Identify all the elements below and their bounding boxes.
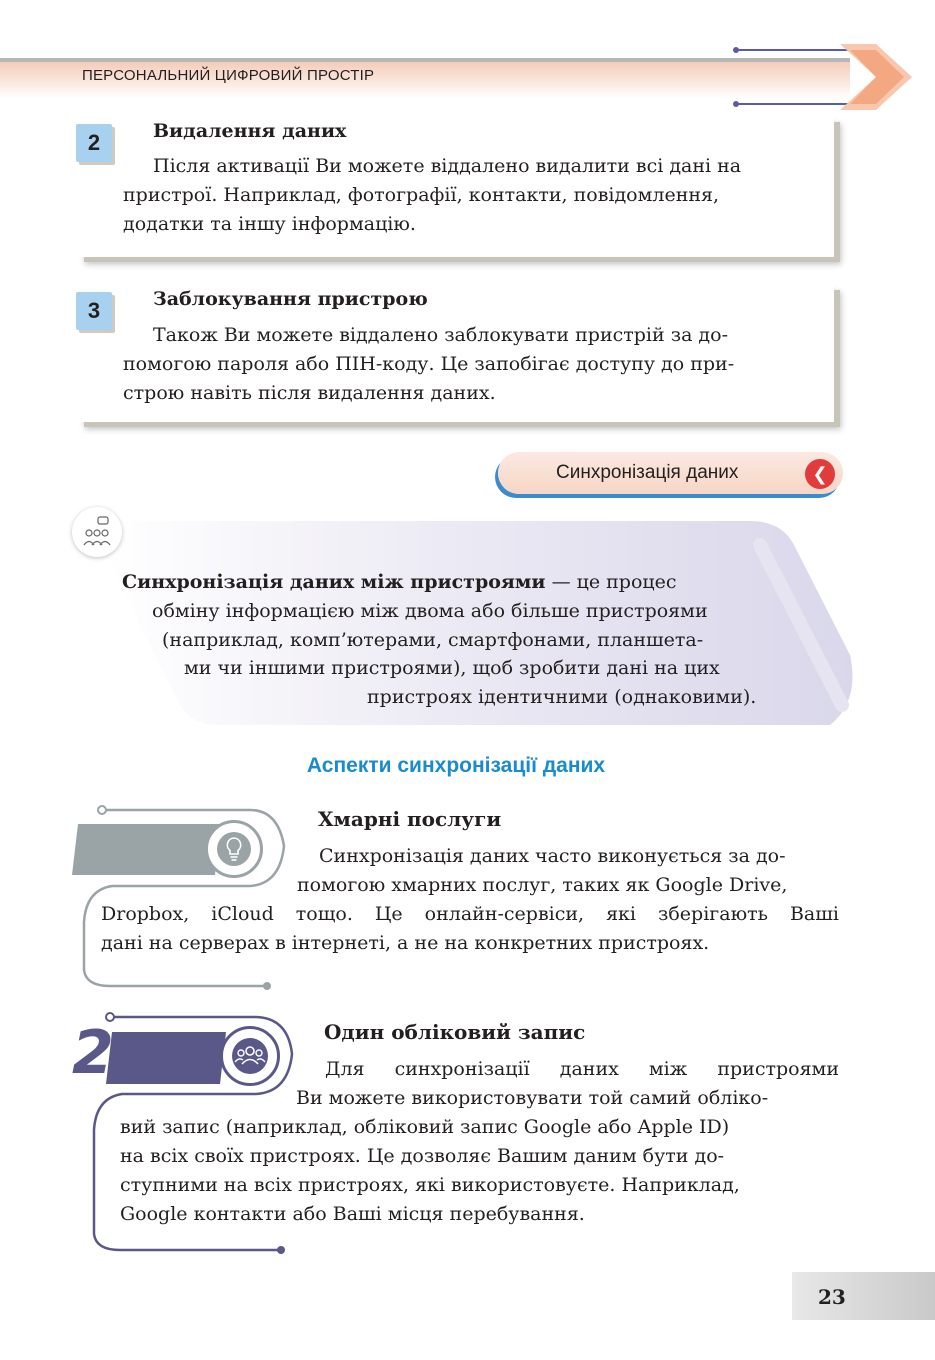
definition-text: — це процес [545,571,677,593]
definition-term: Синхронізація даних між пристроями [122,571,546,593]
aspect-line: Google контакти або Ваші місця перебування. [120,1203,585,1225]
running-header-title: ПЕРСОНАЛЬНИЙ ЦИФРОВИЙ ПРОСТІР [82,67,375,84]
card-title: Видалення даних [153,120,347,142]
card-line: додатки та іншу інформацію. [123,213,416,235]
definition-line-1 [122,568,676,597]
definition-line: пристроях ідентичними (однаковими). [367,686,757,708]
aspect-line: вий запис (наприклад, обліковий запис Google або Apple ID) [120,1116,730,1138]
section-tab-label: Синхронізація даних [556,462,739,483]
aspect-line: помогою хмарних послуг, таких як Google Drive, [297,874,788,896]
users-group-icon [220,1026,280,1086]
lightbulb-icon [205,820,263,878]
aspect-line: ступними на всіх пристроях, які використовуєте. Наприклад, [120,1174,740,1196]
card-line: пристрої. Наприклад, фотографії, контакти, повідомлення, [123,184,720,206]
aspect-number: 2 [72,1018,114,1088]
definition-line: (наприклад, комп’ютерами, смартфонами, планшета- [162,629,704,651]
chevron-left-icon: ❮ [805,459,835,489]
card-number-badge: 3 [76,292,112,330]
aspect-line: Dropbox, iCloud тощо. Це онлайн-сервіси, які зберігають Ваші [101,903,839,925]
card-body [123,152,799,239]
card-body [123,321,799,408]
card-line: помогою пароля або ПІН-коду. Це запобігає доступу до при- [123,353,735,375]
aspects-heading: Аспекти синхронізації даних [306,754,606,777]
card-line: Також Ви можете віддалено заблокувати пристрій за до- [153,324,728,346]
card-line: Після активації Ви можете віддалено видалити всі дані на [153,155,742,177]
card-title: Заблокування пристрою [153,288,428,310]
definition-line: обміну інформацією між двома або більше пристроями [152,600,708,622]
aspect-title: Один обліковий запис [324,1020,586,1044]
page-number: 23 [818,1285,846,1309]
page-number-tab [792,1272,935,1320]
header-arrow-icon [700,38,920,118]
people-discussion-icon [72,507,122,557]
aspect-line: Ви можете використовувати той самий обліко- [296,1087,769,1109]
aspect-line: дані на серверах в інтернеті, а не на конкретних пристроях. [101,932,710,954]
card-line: строю навіть після видалення даних. [123,382,496,404]
aspect-title: Хмарні послуги [318,807,502,831]
aspect-line: на всіх своїх пристроях. Це дозволяє Вашим даним бути до- [120,1145,725,1167]
aspect-number: 1 [72,817,111,882]
definition-line: ми чи іншими пристроями), щоб зробити дані на цих [184,657,720,679]
aspect-line: Синхронізація даних часто виконується за до- [319,845,786,867]
aspect-line: Для синхронізації даних між пристроями [325,1058,839,1080]
card-number-badge: 2 [76,124,112,162]
